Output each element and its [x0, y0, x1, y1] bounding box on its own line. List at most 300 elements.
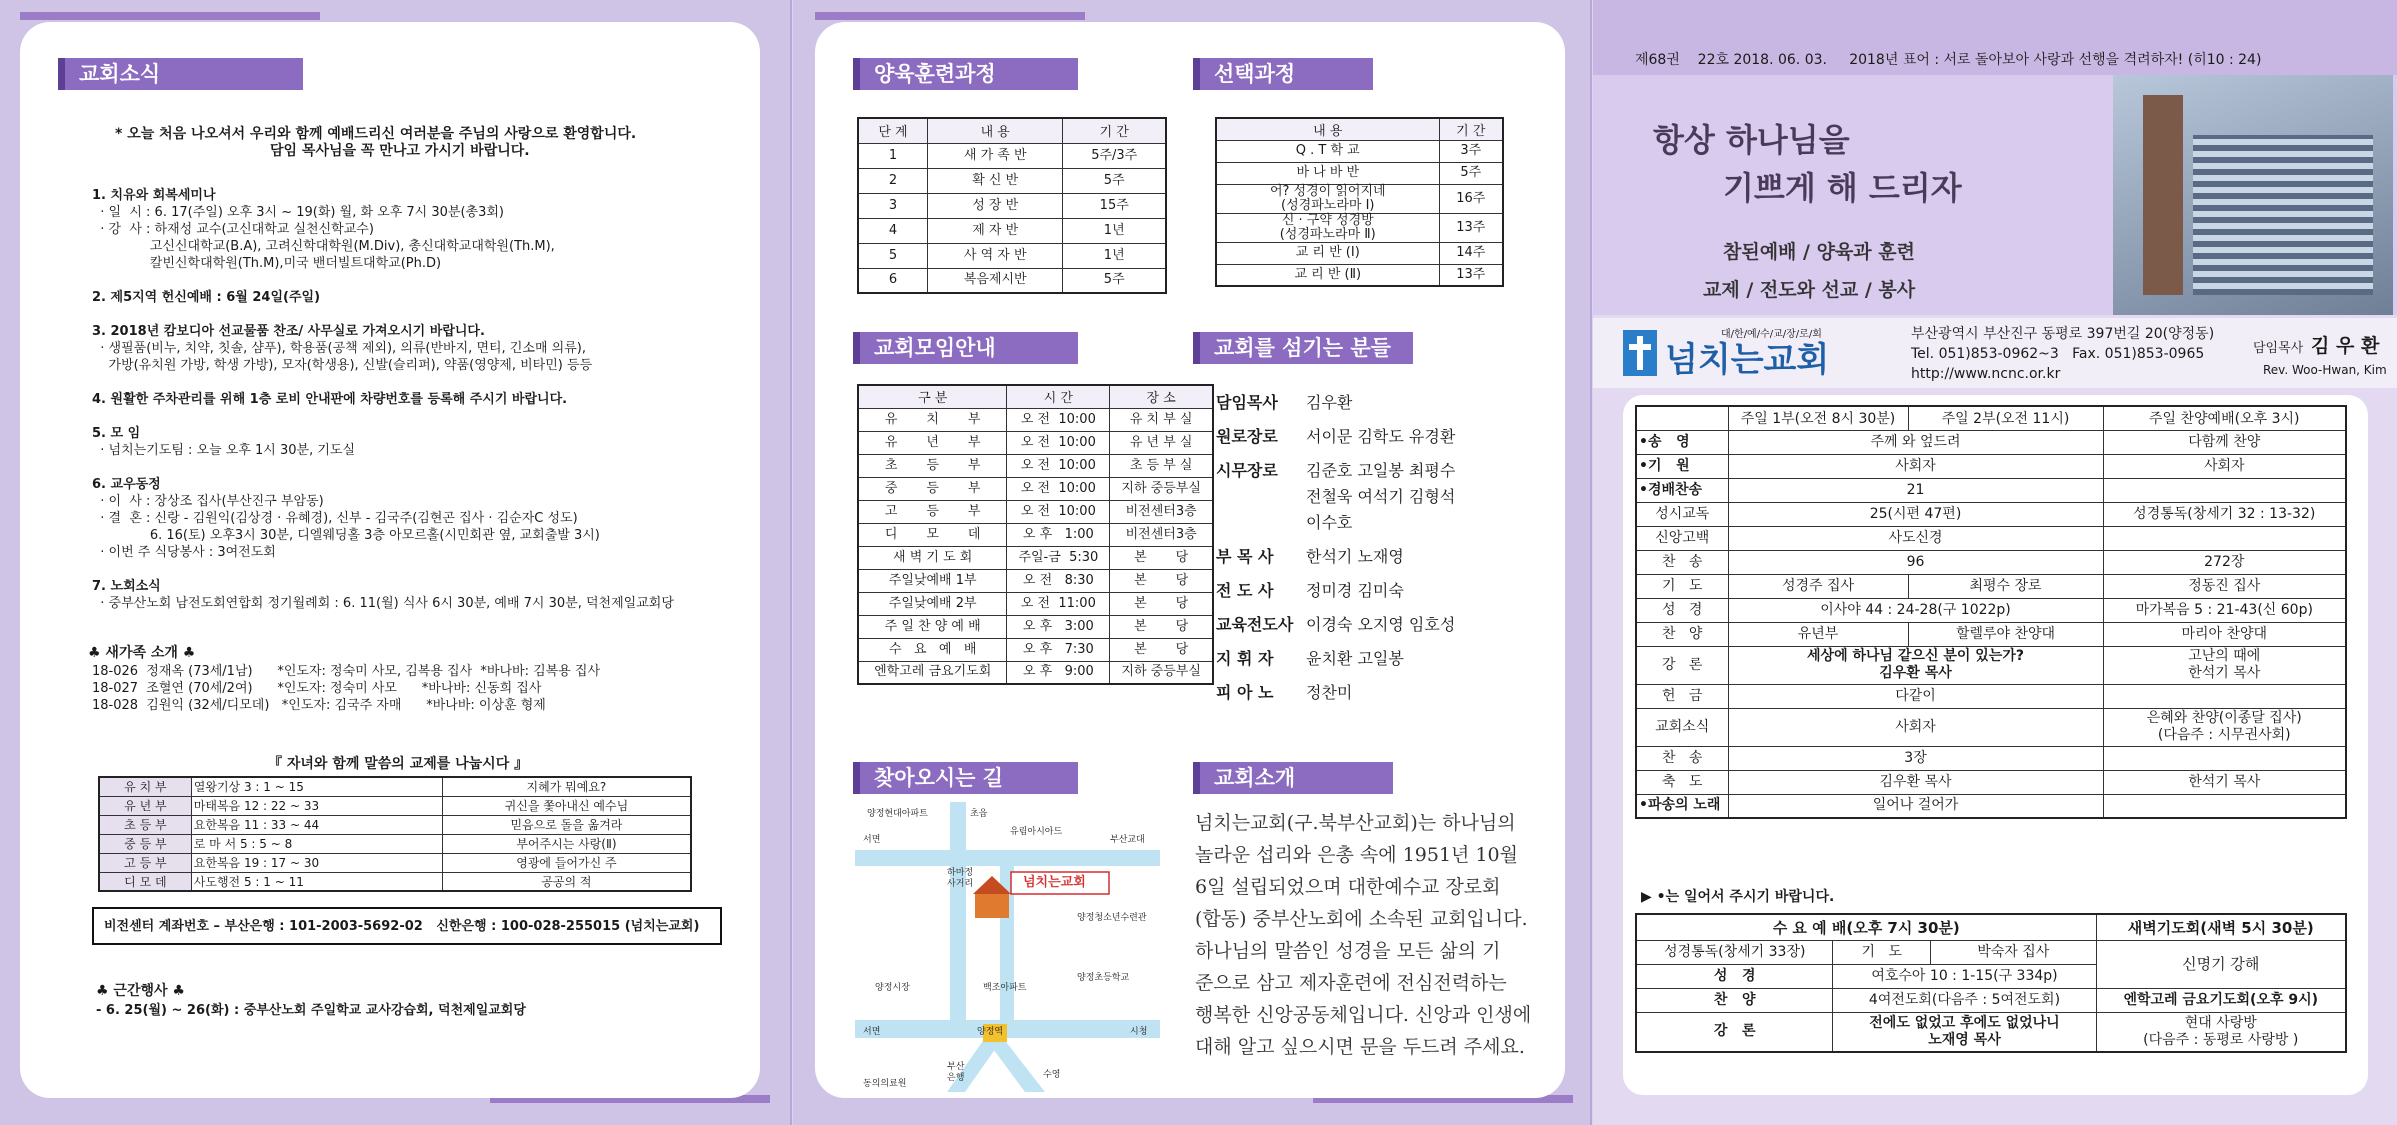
- intro-text: [1195, 807, 1531, 1063]
- servant-row: [1216, 424, 1455, 450]
- newfamily-title: ♣ 새가족 소개 ♣: [88, 645, 196, 661]
- map-label-a: 양정현대아파트: [867, 809, 928, 819]
- table-row: [858, 431, 1213, 454]
- order-cell-1: 성경주 집사: [1728, 574, 1908, 598]
- recent-title: ♣ 근간행사 ♣: [96, 983, 185, 999]
- servant-role: 시무장로: [1216, 461, 1278, 480]
- bible-cell: 공공의 적: [442, 872, 691, 891]
- pastor-english: Rev. Woo-Hwan, Kim: [2263, 363, 2387, 377]
- servant-names: 이경숙 오지영 임호성: [1306, 615, 1456, 634]
- pastor-label: 담임목사: [2253, 341, 2304, 356]
- order-cell-3: [2103, 746, 2346, 770]
- bible-title: 『 자녀와 함께 말씀의 교제를 나눕시다 』: [268, 756, 529, 772]
- servant-role: 담임목사: [1216, 393, 1278, 412]
- table-cell: 오 후 9:00: [1007, 661, 1110, 684]
- servant-role: 전 도 사: [1216, 581, 1274, 600]
- order-cell-span: 96: [1728, 550, 2103, 574]
- intro-line: 행복한 신앙공동체입니다. 신앙과 인생에: [1195, 1004, 1532, 1026]
- order-label-cell: 강 론: [1636, 646, 1728, 684]
- church-name: 넘치는교회: [1665, 340, 1830, 380]
- intro-line: (합동) 중부산노회에 소속된 교회입니다.: [1195, 908, 1528, 930]
- section-title-elective: 선택과정: [1193, 58, 1373, 90]
- table-row: [1636, 988, 2346, 1012]
- middle-card: [815, 22, 1565, 1098]
- news-item: 2. 제5지역 헌신예배 : 6월 24일(주일): [92, 290, 321, 305]
- table-row: [1636, 574, 2346, 598]
- section-title-training: 양육훈련과정: [853, 58, 1078, 90]
- order-cell-span: 25(시편 47편): [1728, 502, 2103, 526]
- order-card: [1623, 395, 2368, 1095]
- bible-cell: 로 마 서 5 : 5 ~ 8: [191, 834, 442, 853]
- table-row: [1636, 646, 2346, 684]
- bible-table: [98, 776, 692, 892]
- servant-row: [1216, 680, 1455, 706]
- wed-label: 성 경: [1636, 964, 1833, 988]
- order-note: ▶ •는 일어서 주시기 바랍니다.: [1641, 889, 1835, 905]
- bible-cell: 부어주시는 사랑(Ⅱ): [442, 834, 691, 853]
- table-cell: 주일낮예배 1부: [858, 569, 1007, 592]
- order-label-cell: •기 원: [1636, 454, 1728, 478]
- news-item: 칼빈신학대학원(Th.M),미국 밴더빌트대학교(Ph.D): [92, 256, 442, 271]
- table-row: [1216, 140, 1503, 162]
- table-row: [1636, 502, 2346, 526]
- bible-cell: 초 등 부: [99, 815, 191, 834]
- section-title-directions: 찾아오시는 길: [853, 762, 1078, 794]
- order-cell-3: 고난의 때에 한석기 목사: [2103, 646, 2346, 684]
- table-row: [858, 408, 1213, 431]
- table-row: [1636, 550, 2346, 574]
- table-cell: 2: [858, 168, 927, 193]
- table-row: [858, 615, 1213, 638]
- order-label-cell: 헌 금: [1636, 684, 1728, 708]
- slogan-line-2: 기쁘게 해 드리자: [1723, 169, 1962, 207]
- table-row: [858, 268, 1166, 293]
- servant-role: 교육전도사: [1216, 615, 1294, 634]
- table-row: [858, 454, 1213, 477]
- order-cell-2: 할렐루야 찬양대: [1908, 622, 2103, 646]
- table-row: [1636, 598, 2346, 622]
- news-item: · 이 사 : 장상조 집사(부산진구 부암동): [92, 494, 324, 509]
- bible-cell: 디 모 데: [99, 872, 191, 891]
- order-label-cell: 찬 송: [1636, 746, 1728, 770]
- bible-cell: 유 년 부: [99, 796, 191, 815]
- cross-logo: [1623, 330, 1657, 376]
- table-cell: 오 후 1:00: [1007, 523, 1110, 546]
- newfamily-row: 18-026 정재옥 (73세/1남) *인도자: 정숙미 사모, 김복용 집사 *바나바: 김복용 집사: [92, 664, 601, 679]
- bible-cell: 열왕기상 3 : 1 ~ 15: [191, 777, 442, 796]
- order-label-cell: 성 경: [1636, 598, 1728, 622]
- table-row: [858, 143, 1166, 168]
- bible-cell: 요한복음 11 : 33 ~ 44: [191, 815, 442, 834]
- table-row: [99, 815, 691, 834]
- table-cell: 유 치 부: [858, 408, 1007, 431]
- table-cell: 오 전 10:00: [1007, 454, 1110, 477]
- news-item: [92, 561, 674, 578]
- left-panel: [0, 0, 790, 1125]
- servant-row: [1216, 578, 1455, 604]
- table-row: [858, 218, 1166, 243]
- table-cell: 유 년 부 실: [1110, 431, 1213, 454]
- church-address: 부산광역시 부산진구 동평로 397번길 20(양정동): [1911, 326, 2215, 342]
- table-cell: 1년: [1063, 218, 1166, 243]
- servant-row: [1216, 390, 1455, 416]
- map-label-m: 양정역: [977, 1027, 1004, 1037]
- table-row: [858, 500, 1213, 523]
- table-row: [1636, 526, 2346, 550]
- map-label-e: 서면: [863, 835, 881, 845]
- servant-row: [1216, 458, 1455, 536]
- order-cell-span: 다같이: [1728, 684, 2103, 708]
- order-cell-3: 성경통독(창세기 32 : 13-32): [2103, 502, 2346, 526]
- table-cell: 오 전 10:00: [1007, 477, 1110, 500]
- servant-names: 한석기 노재영: [1306, 547, 1404, 566]
- table-header-cell: 기 간: [1063, 118, 1166, 143]
- order-cell-3: 한석기 목사: [2103, 770, 2346, 794]
- map-label-b: 초읍: [970, 809, 988, 819]
- table-cell: 비전센터3층: [1110, 500, 1213, 523]
- table-cell: 주 일 찬 양 예 배: [858, 615, 1007, 638]
- table-cell: 확 신 반: [927, 168, 1063, 193]
- table-row: [858, 592, 1213, 615]
- newfamily-row: 18-027 조혈연 (70세/2여) *인도자: 정숙미 사모 *바나바: 신동희 집사: [92, 681, 542, 696]
- news-item: 1. 치유와 회복세미나: [92, 188, 216, 203]
- order-cell-span: 21: [1728, 478, 2103, 502]
- wed-cell: 성경통독(창세기 33장): [1636, 940, 1833, 964]
- church-url[interactable]: http://www.ncnc.or.kr: [1911, 366, 2061, 382]
- table-cell: 본 당: [1110, 638, 1213, 661]
- bible-cell: 믿음으로 돌을 옮겨라: [442, 815, 691, 834]
- intro-line: 6일 설립되었으며 대한예수교 장로회: [1195, 876, 1501, 898]
- table-cell: 유 년 부: [858, 431, 1007, 454]
- news-item: 5. 모 임: [92, 426, 141, 441]
- table-cell: 오 전 8:30: [1007, 569, 1110, 592]
- table-cell: 중 등 부: [858, 477, 1007, 500]
- newfamily-list: [92, 663, 600, 714]
- table-cell: 초 등 부: [858, 454, 1007, 477]
- map-label-q: 수영: [1043, 1070, 1061, 1080]
- servant-names: 정미경 김미숙: [1306, 581, 1404, 600]
- table-cell: 지하 중등부실: [1110, 477, 1213, 500]
- table-row: [858, 638, 1213, 661]
- order-cell-span: 사회자: [1728, 708, 2103, 746]
- wed-cell: 전에도 없었고 후에도 없었나니 노재영 목사: [1833, 1012, 2096, 1052]
- servant-row: [1216, 544, 1455, 570]
- servants-list: [1216, 390, 1455, 714]
- order-label-cell: 교회소식: [1636, 708, 1728, 746]
- order-cell-3: 정동진 집사: [2103, 574, 2346, 598]
- pastor-name: 김 우 환: [2311, 335, 2380, 357]
- news-item: [92, 459, 674, 476]
- news-item: [92, 306, 674, 323]
- weekday-table: [1635, 913, 2347, 1053]
- order-label-cell: 기 도: [1636, 574, 1728, 598]
- news-item: [92, 408, 674, 425]
- map-label-o: 동의의료원: [863, 1079, 907, 1089]
- servant-names: 윤치환 고일봉: [1306, 649, 1404, 668]
- table-row: [1636, 940, 2346, 964]
- news-item: · 생필품(비누, 치약, 칫솔, 샴푸), 학용품(공책 제외), 의류(반바지, 면티, 긴소매 의류),: [92, 341, 586, 356]
- table-cell: 교 리 반 (Ⅰ): [1216, 242, 1439, 264]
- news-item: · 넘치는기도팀 : 오늘 오후 1시 30분, 기도실: [92, 443, 356, 458]
- order-header-cell: 주일 1부(오전 8시 30분): [1728, 406, 1908, 430]
- table-cell: 오 전 11:00: [1007, 592, 1110, 615]
- table-cell: 6: [858, 268, 927, 293]
- table-row: [1636, 454, 2346, 478]
- table-header-row: [858, 385, 1213, 408]
- table-row: [99, 777, 691, 796]
- order-cell-3: 272장: [2103, 550, 2346, 574]
- table-cell: 1: [858, 143, 927, 168]
- bible-cell: 마태복음 12 : 22 ~ 33: [191, 796, 442, 815]
- intro-line: 하나님의 말씀인 성경을 모든 삶의 기: [1195, 940, 1501, 962]
- map-label-k: 양정초등학교: [1077, 973, 1130, 983]
- map-label-d: 부산교대: [1110, 835, 1145, 845]
- table-header-cell: 내 용: [927, 118, 1063, 143]
- servant-role: 피 아 노: [1216, 683, 1274, 702]
- order-cell-span: 세상에 하나님 같으신 분이 있는가? 김우환 목사: [1728, 646, 2103, 684]
- middle-panel: [793, 0, 1590, 1125]
- map-label-f: 하마정 사거리: [947, 868, 974, 889]
- servant-row: [1216, 612, 1455, 638]
- bible-cell: 중 등 부: [99, 834, 191, 853]
- account-text: 비전센터 계좌번호 – 부산은행 : 101-2003-5692-02 신한은행 : 100-028-255015 (넘치는교회): [104, 919, 700, 934]
- order-label-cell: 찬 양: [1636, 622, 1728, 646]
- table-cell: 13주: [1439, 264, 1503, 286]
- table-row: [1636, 770, 2346, 794]
- order-label-cell: •송 영: [1636, 430, 1728, 454]
- intro-line: 준으로 삼고 제자훈련에 전심전력하는: [1195, 972, 1507, 994]
- bible-cell: 사도행전 5 : 1 ~ 11: [191, 872, 442, 891]
- table-cell: 15주: [1063, 193, 1166, 218]
- order-cell-span: 김우환 목사: [1728, 770, 2103, 794]
- fold-line: [1590, 0, 1592, 1125]
- servant-row: [1216, 646, 1455, 672]
- table-row: [1636, 430, 2346, 454]
- table-cell: 새 가 족 반: [927, 143, 1063, 168]
- table-row: [1216, 184, 1503, 213]
- intro-line: 대해 알고 싶으시면 문을 두드려 주세요.: [1195, 1036, 1525, 1058]
- table-header-cell: 시 간: [1007, 385, 1110, 408]
- table-row: [858, 523, 1213, 546]
- wed-cell: 기 도: [1833, 940, 1930, 964]
- order-cell-span: 사도신경: [1728, 526, 2103, 550]
- decor-bar: [20, 12, 320, 20]
- order-label-cell: 축 도: [1636, 770, 1728, 794]
- table-cell: 3주: [1439, 140, 1503, 162]
- church-phone: Tel. 051)853-0962~3 Fax. 051)853-0965: [1911, 346, 2205, 362]
- order-cell-3: 마가복음 5 : 21-43(신 60p): [2103, 598, 2346, 622]
- table-cell: 본 당: [1110, 546, 1213, 569]
- section-title-intro: 교회소개: [1193, 762, 1393, 794]
- order-cell-span: 일어나 걸어가: [1728, 794, 2103, 818]
- order-header-cell: [1636, 406, 1728, 430]
- order-label-cell: 성시교독: [1636, 502, 1728, 526]
- dawn-title: 새벽기도회(새벽 5시 30분): [2096, 914, 2346, 940]
- table-row: [858, 546, 1213, 569]
- table-row: [858, 477, 1213, 500]
- news-item: · 이번 주 식당봉사 : 3여전도회: [92, 545, 276, 560]
- table-row: [1216, 242, 1503, 264]
- news-item: 3. 2018년 캄보디아 선교물품 찬조/ 사무실로 가져오시기 바랍니다.: [92, 324, 485, 339]
- table-cell: 바 나 바 반: [1216, 162, 1439, 184]
- table-row: [99, 834, 691, 853]
- news-item: [92, 374, 674, 391]
- issue-line: 제68권 22호 2018. 06. 03. 2018년 표어 : 서로 돌아보아 사랑과 선행을 격려하자! (히10 : 24): [1635, 52, 2262, 68]
- table-cell: 4: [858, 218, 927, 243]
- servant-names: 서이문 김학도 유경환: [1306, 427, 1456, 446]
- intro-line: 넘치는교회(구.북부산교회)는 하나님의: [1195, 812, 1516, 834]
- bible-cell: 요한복음 19 : 17 ~ 30: [191, 853, 442, 872]
- table-cell: 16주: [1439, 184, 1503, 213]
- table-cell: 수 요 예 배: [858, 638, 1007, 661]
- table-cell: 성 장 반: [927, 193, 1063, 218]
- news-item: · 결 혼 : 신랑 - 김원익(김상경 · 유혜경), 신부 - 김국주(김현곤 집사 · 김순자C 성도): [92, 511, 578, 526]
- welcome-line-1: * 오늘 처음 나오셔서 우리와 함께 예배드리신 여러분을 주님의 사랑으로 환영합니다.: [115, 126, 637, 142]
- table-header-row: [858, 118, 1166, 143]
- bible-cell: 귀신을 쫓아내신 예수님: [442, 796, 691, 815]
- news-item: 4. 원활한 주차관리를 위해 1층 로비 안내판에 차량번호를 등록해 주시기 바랍니다.: [92, 392, 568, 407]
- news-item: · 중부산노회 남전도회연합회 정기월례회 : 6. 11(월) 식사 6시 30분, 예배 7시 30분, 덕천제일교회당: [92, 596, 674, 611]
- table-cell: 5주/3주: [1063, 143, 1166, 168]
- decor-bar: [815, 12, 1085, 20]
- section-title-news: 교회소식: [58, 58, 303, 90]
- news-item: 고신신대학교(B.A), 고려신학대학원(M.Div), 총신대학교대학원(Th.M),: [92, 239, 555, 254]
- order-label-cell: •파송의 노래: [1636, 794, 1728, 818]
- table-header-cell: 구 분: [858, 385, 1007, 408]
- order-cell-span: 이사야 44 : 24-28(구 1022p): [1728, 598, 2103, 622]
- table-row: [1636, 622, 2346, 646]
- table-cell: 5주: [1063, 268, 1166, 293]
- table-cell: 14주: [1439, 242, 1503, 264]
- wed-cell: 4여전도회(다음주 : 5여전도회): [1833, 988, 2096, 1012]
- table-cell: 제 자 반: [927, 218, 1063, 243]
- news-item: 가방(유치원 가방, 학생 가방), 모자(학생용), 신발(슬리퍼), 약품(영양제, 비타민) 등등: [92, 358, 593, 373]
- table-cell: Q . T 학 교: [1216, 140, 1439, 162]
- news-item: 7. 노회소식: [92, 579, 161, 594]
- motto-line-2: 교제 / 전도와 선교 / 봉사: [1703, 279, 1916, 301]
- table-cell: 교 리 반 (Ⅱ): [1216, 264, 1439, 286]
- news-card: [20, 22, 760, 1098]
- servant-names: 정찬미: [1306, 683, 1353, 702]
- table-row: [99, 872, 691, 891]
- order-header-cell: 주일 찬양예배(오후 3시): [2103, 406, 2346, 430]
- church-building: [2113, 75, 2393, 315]
- table-header-cell: 내 용: [1216, 118, 1439, 140]
- table-cell: 본 당: [1110, 592, 1213, 615]
- table-cell: 고 등 부: [858, 500, 1007, 523]
- table-row: [1636, 794, 2346, 818]
- table-cell: 본 당: [1110, 615, 1213, 638]
- training-table: [857, 117, 1167, 294]
- order-cell-span: 3장: [1728, 746, 2103, 770]
- map-label-c: 유림아시아드: [1010, 827, 1063, 837]
- table-row: [1216, 162, 1503, 184]
- wed-cell: 박숙자 집사: [1930, 940, 2096, 964]
- section-title-meetings: 교회모임안내: [853, 332, 1078, 364]
- news-item: 6. 교우동정: [92, 477, 161, 492]
- table-row: [858, 168, 1166, 193]
- table-row: [1636, 746, 2346, 770]
- meetings-table: [857, 384, 1214, 685]
- bible-cell: 고 등 부: [99, 853, 191, 872]
- bible-cell: 지혜가 뭐예요?: [442, 777, 691, 796]
- servant-names: 김우환: [1306, 393, 1353, 412]
- order-cell-3: [2103, 526, 2346, 550]
- order-cell-span: 주께 와 엎드려: [1728, 430, 2103, 454]
- order-header-cell: 주일 2부(오전 11시): [1908, 406, 2103, 430]
- right-panel: [1593, 0, 2397, 1125]
- fri-cell: 현대 사랑방 (다음주 : 동평로 사랑방 ): [2096, 1012, 2346, 1052]
- order-cell-span: 사회자: [1728, 454, 2103, 478]
- table-cell: 비전센터3층: [1110, 523, 1213, 546]
- motto-line-1: 참된예배 / 양육과 훈련: [1723, 241, 1915, 263]
- map-label-h: 양정청소년수련관: [1077, 913, 1147, 923]
- table-cell: 오 후 7:30: [1007, 638, 1110, 661]
- map-label-p: 부산 은행: [947, 1062, 965, 1083]
- order-label-cell: 찬 송: [1636, 550, 1728, 574]
- map-label-l: 서면: [863, 1027, 881, 1037]
- table-cell: 초 등 부 실: [1110, 454, 1213, 477]
- table-cell: 1년: [1063, 243, 1166, 268]
- order-cell-3: [2103, 684, 2346, 708]
- table-cell: 본 당: [1110, 569, 1213, 592]
- table-row: [1636, 684, 2346, 708]
- news-item: · 일 시 : 6. 17(주일) 오후 3시 ~ 19(화) 월, 화 오후 7시 30분(총3회): [92, 205, 504, 220]
- news-item: · 강 사 : 하재성 교수(고신대학교 실천신학교수): [92, 222, 374, 237]
- slogan-line-1: 항상 하나님을: [1653, 121, 1850, 159]
- table-cell: 디 모 데: [858, 523, 1007, 546]
- news-item: [92, 272, 674, 289]
- order-cell-3: [2103, 478, 2346, 502]
- elective-table: [1215, 117, 1504, 287]
- wed-cell: 여호수아 10 : 1-15(구 334p): [1833, 964, 2096, 988]
- wed-title: 수 요 예 배(오후 7시 30분): [1636, 914, 2096, 940]
- table-cell: 13주: [1439, 213, 1503, 242]
- table-row: [1636, 708, 2346, 746]
- order-cell-3: 사회자: [2103, 454, 2346, 478]
- table-cell: 신 · 구약 성경방 (성경파노라마 Ⅱ): [1216, 213, 1439, 242]
- table-cell: 지하 중등부실: [1110, 661, 1213, 684]
- order-cell-3: 마리아 찬양대: [2103, 622, 2346, 646]
- order-cell-2: 최평수 장로: [1908, 574, 2103, 598]
- table-row: [858, 193, 1166, 218]
- fold-line: [790, 0, 792, 1125]
- order-label-cell: •경배찬송: [1636, 478, 1728, 502]
- map-label-j: 백조아파트: [983, 983, 1027, 993]
- newfamily-row: 18-028 김원익 (32세/디모데) *인도자: 김국주 자매 *바나바: 이상훈 형제: [92, 698, 546, 713]
- table-cell: 오 전 10:00: [1007, 408, 1110, 431]
- bible-cell: 유 치 부: [99, 777, 191, 796]
- section-title-servants: 교회를 섬기는 분들: [1193, 332, 1413, 364]
- table-row: [858, 661, 1213, 684]
- order-cell-3: [2103, 794, 2346, 818]
- bible-cell: 영광에 들어가신 주: [442, 853, 691, 872]
- table-row: [858, 243, 1166, 268]
- wed-label: 찬 양: [1636, 988, 1833, 1012]
- table-row: [99, 796, 691, 815]
- servant-role: 부 목 사: [1216, 547, 1274, 566]
- intro-line: 놀라운 섭리와 은총 속에 1951년 10월: [1195, 844, 1518, 866]
- table-cell: 새 벽 기 도 회: [858, 546, 1007, 569]
- table-row: [1216, 213, 1503, 242]
- servant-role: 원로장로: [1216, 427, 1278, 446]
- table-row: [1216, 264, 1503, 286]
- servant-names: 김준호 고일봉 최평수 전철욱 여석기 김형석 이수호: [1306, 461, 1456, 532]
- wed-label: 강 론: [1636, 1012, 1833, 1052]
- order-label-cell: 신앙고백: [1636, 526, 1728, 550]
- table-cell: 3: [858, 193, 927, 218]
- table-header-row: [1636, 914, 2346, 940]
